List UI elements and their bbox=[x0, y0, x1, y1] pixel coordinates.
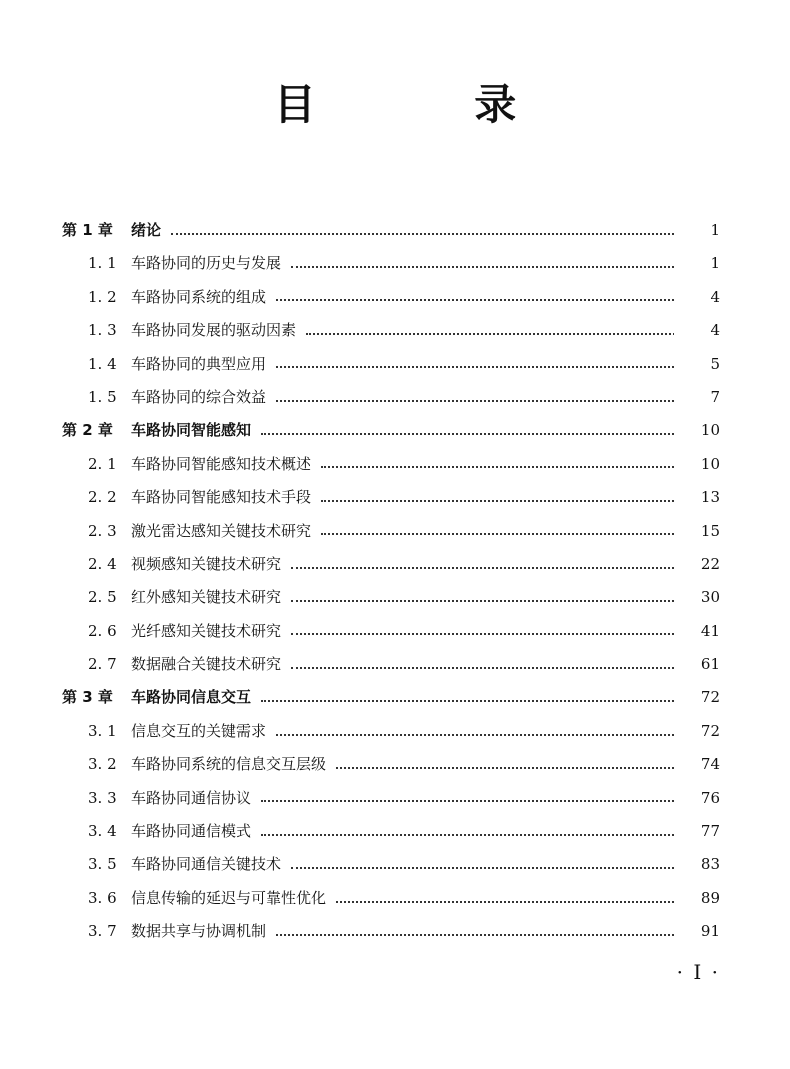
toc-section-entry[interactable] bbox=[0, 882, 790, 915]
toc-entry-number: 3. 5 bbox=[88, 855, 117, 874]
toc-entry-number: 3. 6 bbox=[88, 888, 117, 907]
toc-entry-title: 车路协同系统的信息交互层级 bbox=[131, 748, 336, 781]
toc-entry-title: 光纤感知关键技术研究 bbox=[131, 615, 291, 648]
toc-entry-number: 第 1 章 bbox=[62, 220, 113, 239]
toc-entry-page-number: 7 bbox=[674, 381, 720, 414]
toc-section-entry[interactable] bbox=[0, 481, 790, 514]
toc-chapter-entry[interactable] bbox=[0, 214, 790, 247]
toc-entry-title: 车路协同通信模式 bbox=[131, 815, 261, 848]
toc-entry-number: 3. 4 bbox=[88, 822, 117, 841]
toc-entry-title-wrap bbox=[131, 815, 678, 848]
toc-entry-title-wrap bbox=[131, 882, 678, 915]
dot-leader bbox=[321, 498, 678, 502]
toc-entry-number: 3. 7 bbox=[88, 922, 117, 941]
dot-leader bbox=[291, 565, 678, 569]
dot-leader bbox=[261, 431, 678, 435]
dot-leader bbox=[291, 865, 678, 869]
toc-entry-title: 信息传输的延迟与可靠性优化 bbox=[131, 882, 336, 915]
toc-entry-title: 车路协同的典型应用 bbox=[131, 348, 276, 381]
toc-entry-page-number: 76 bbox=[674, 782, 720, 815]
toc-entry-title: 信息交互的关键需求 bbox=[131, 715, 276, 748]
toc-entry-number: 2. 7 bbox=[88, 655, 117, 674]
toc-entry-title-wrap bbox=[131, 715, 678, 748]
toc-entry-title-wrap bbox=[131, 648, 678, 681]
toc-entry-page-number: 1 bbox=[674, 247, 720, 280]
dot-leader bbox=[276, 297, 678, 301]
toc-entry-title-wrap bbox=[131, 481, 678, 514]
toc-entry-page-number: 22 bbox=[674, 548, 720, 581]
toc-entry-page-number: 10 bbox=[674, 414, 720, 447]
toc-section-entry[interactable] bbox=[0, 247, 790, 280]
dot-leader bbox=[276, 932, 678, 936]
toc-entry-number: 2. 3 bbox=[88, 521, 117, 540]
toc-section-entry[interactable] bbox=[0, 848, 790, 881]
toc-entry-title-wrap bbox=[131, 548, 678, 581]
toc-entry-title: 视频感知关键技术研究 bbox=[131, 548, 291, 581]
toc-entry-title-wrap bbox=[131, 515, 678, 548]
toc-entry-title: 车路协同通信协议 bbox=[131, 782, 261, 815]
dot-leader bbox=[321, 531, 678, 535]
dot-leader bbox=[321, 464, 678, 468]
toc-entry-page-number: 83 bbox=[674, 848, 720, 881]
toc-entry-page-number: 91 bbox=[674, 915, 720, 948]
dot-leader bbox=[291, 665, 678, 669]
toc-section-entry[interactable] bbox=[0, 615, 790, 648]
toc-entry-page-number: 74 bbox=[674, 748, 720, 781]
dot-leader bbox=[291, 598, 678, 602]
toc-entry-page-number: 72 bbox=[674, 681, 720, 714]
toc-entry-page-number: 10 bbox=[674, 448, 720, 481]
toc-section-entry[interactable] bbox=[0, 548, 790, 581]
dot-leader bbox=[276, 364, 678, 368]
toc-entry-title-wrap bbox=[131, 681, 678, 714]
toc-section-entry[interactable] bbox=[0, 748, 790, 781]
toc-entry-page-number: 1 bbox=[674, 214, 720, 247]
toc-entry-page-number: 4 bbox=[674, 314, 720, 347]
toc-entry-number: 第 2 章 bbox=[62, 421, 113, 440]
toc-entry-title: 数据融合关键技术研究 bbox=[131, 648, 291, 681]
toc-entry-title-wrap bbox=[131, 915, 678, 948]
dot-leader bbox=[261, 798, 678, 802]
dot-leader bbox=[336, 765, 678, 769]
toc-entry-title: 车路协同系统的组成 bbox=[131, 281, 276, 314]
toc-entry-number: 3. 1 bbox=[88, 721, 117, 740]
toc-entry-title: 车路协同的综合效益 bbox=[131, 381, 276, 414]
toc-chapter-entry[interactable] bbox=[0, 414, 790, 447]
toc-entry-number: 第 3 章 bbox=[62, 688, 113, 707]
toc-entry-number: 1. 5 bbox=[88, 387, 117, 406]
toc-entry-number: 2. 6 bbox=[88, 621, 117, 640]
toc-section-entry[interactable] bbox=[0, 381, 790, 414]
toc-entry-number: 2. 4 bbox=[88, 554, 117, 573]
toc-entry-number: 3. 2 bbox=[88, 755, 117, 774]
toc-section-entry[interactable] bbox=[0, 448, 790, 481]
toc-entry-page-number: 4 bbox=[674, 281, 720, 314]
toc-entry-title-wrap bbox=[131, 348, 678, 381]
dot-leader bbox=[291, 264, 678, 268]
toc-section-entry[interactable] bbox=[0, 281, 790, 314]
toc-section-entry[interactable] bbox=[0, 782, 790, 815]
toc-entry-title: 激光雷达感知关键技术研究 bbox=[131, 515, 321, 548]
toc-entry-title-wrap bbox=[131, 414, 678, 447]
toc-entry-number: 2. 2 bbox=[88, 488, 117, 507]
toc-entry-page-number: 13 bbox=[674, 481, 720, 514]
dot-leader bbox=[276, 398, 678, 402]
toc-chapter-entry[interactable] bbox=[0, 681, 790, 714]
toc-entry-title: 车路协同智能感知技术概述 bbox=[131, 448, 321, 481]
toc-section-entry[interactable] bbox=[0, 648, 790, 681]
toc-entry-title: 车路协同智能感知 bbox=[131, 414, 261, 447]
toc-entry-number: 1. 2 bbox=[88, 287, 117, 306]
toc-entry-title: 车路协同的历史与发展 bbox=[131, 247, 291, 280]
dot-leader bbox=[261, 698, 678, 702]
dot-leader bbox=[336, 899, 678, 903]
toc-section-entry[interactable] bbox=[0, 715, 790, 748]
toc-section-entry[interactable] bbox=[0, 815, 790, 848]
toc-entry-page-number: 5 bbox=[674, 348, 720, 381]
toc-entry-title: 车路协同智能感知技术手段 bbox=[131, 481, 321, 514]
toc-entry-page-number: 72 bbox=[674, 715, 720, 748]
toc-entry-page-number: 30 bbox=[674, 581, 720, 614]
page-folio: · I · bbox=[676, 960, 720, 984]
toc-entry-title-wrap bbox=[131, 848, 678, 881]
toc-entry-title: 数据共享与协调机制 bbox=[131, 915, 276, 948]
toc-entry-page-number: 77 bbox=[674, 815, 720, 848]
toc-section-entry[interactable] bbox=[0, 515, 790, 548]
toc-section-entry[interactable] bbox=[0, 581, 790, 614]
toc-section-entry[interactable] bbox=[0, 348, 790, 381]
toc-section-entry[interactable] bbox=[0, 915, 790, 948]
table-of-contents bbox=[0, 214, 790, 949]
toc-entry-title-wrap bbox=[131, 581, 678, 614]
toc-entry-title-wrap bbox=[131, 748, 678, 781]
toc-entry-number: 1. 1 bbox=[88, 254, 117, 273]
toc-entry-title-wrap bbox=[131, 247, 678, 280]
dot-leader bbox=[171, 231, 678, 235]
toc-entry-page-number: 15 bbox=[674, 515, 720, 548]
toc-entry-title: 车路协同通信关键技术 bbox=[131, 848, 291, 881]
toc-entry-number: 1. 4 bbox=[88, 354, 117, 373]
toc-entry-title-wrap bbox=[131, 615, 678, 648]
dot-leader bbox=[261, 832, 678, 836]
dot-leader bbox=[276, 732, 678, 736]
toc-entry-title-wrap bbox=[131, 381, 678, 414]
toc-entry-title-wrap bbox=[131, 281, 678, 314]
toc-entry-title-wrap bbox=[131, 214, 678, 247]
dot-leader bbox=[306, 331, 678, 335]
toc-entry-page-number: 41 bbox=[674, 615, 720, 648]
toc-entry-number: 2. 5 bbox=[88, 588, 117, 607]
toc-entry-number: 1. 3 bbox=[88, 321, 117, 340]
toc-entry-title: 车路协同信息交互 bbox=[131, 681, 261, 714]
toc-entry-title: 车路协同发展的驱动因素 bbox=[131, 314, 306, 347]
dot-leader bbox=[291, 631, 678, 635]
toc-entry-title-wrap bbox=[131, 314, 678, 347]
toc-entry-page-number: 61 bbox=[674, 648, 720, 681]
toc-entry-title: 红外感知关键技术研究 bbox=[131, 581, 291, 614]
toc-entry-title: 绪论 bbox=[131, 214, 171, 247]
toc-entry-title-wrap bbox=[131, 448, 678, 481]
toc-entry-number: 3. 3 bbox=[88, 788, 117, 807]
toc-entry-number: 2. 1 bbox=[88, 454, 117, 473]
page-title: 目 录 bbox=[273, 80, 589, 129]
toc-entry-title-wrap bbox=[131, 782, 678, 815]
toc-entry-page-number: 89 bbox=[674, 882, 720, 915]
toc-section-entry[interactable] bbox=[0, 314, 790, 347]
